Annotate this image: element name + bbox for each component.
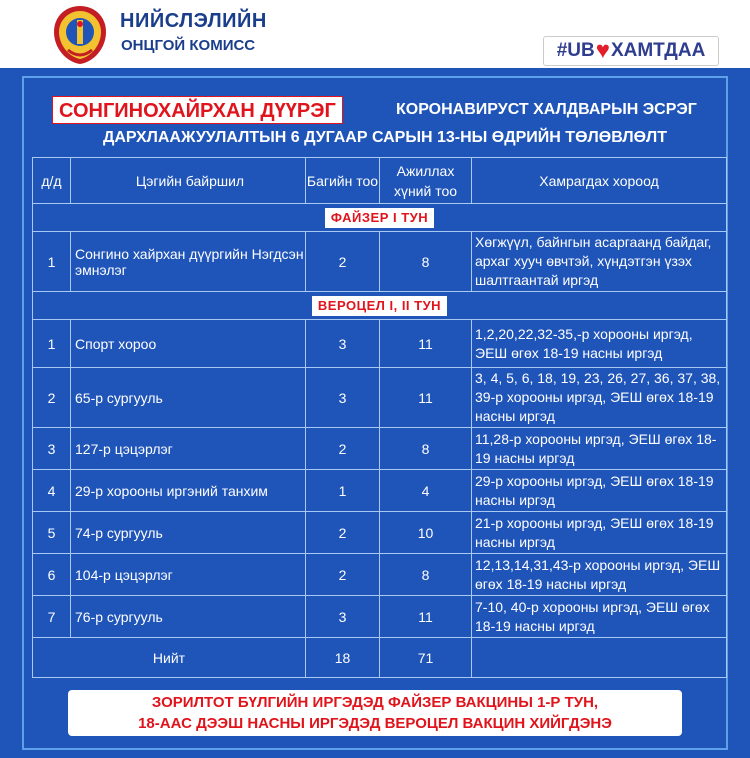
hashtag-suffix: ХАМТДАА [610, 40, 706, 61]
table-row [33, 512, 727, 554]
state-emblem-icon [50, 4, 110, 66]
row-staff: 10 [380, 512, 472, 554]
section-row-verocell [33, 292, 727, 320]
row-coverage: 21-р хорооны иргэд, ЭЕШ өгөх 18-19 насны иргэд [472, 512, 727, 554]
row-teams: 2 [306, 232, 380, 292]
table-row [33, 554, 727, 596]
table-row [33, 428, 727, 470]
row-location: 74-р сургууль [71, 512, 306, 554]
header-staff: Ажиллах хүний тоо [380, 158, 472, 204]
row-staff: 4 [380, 470, 472, 512]
table-row [33, 232, 727, 292]
row-teams: 1 [306, 470, 380, 512]
total-staff: 71 [380, 638, 472, 678]
vaccination-plan-table [32, 157, 727, 678]
total-coverage-empty [472, 638, 727, 678]
table-row [33, 596, 727, 638]
row-teams: 2 [306, 428, 380, 470]
campaign-hashtag [543, 36, 719, 66]
header-location: Цэгийн байршил [71, 158, 306, 204]
row-staff: 11 [380, 596, 472, 638]
row-teams: 2 [306, 554, 380, 596]
row-num: 2 [33, 368, 71, 428]
total-teams: 18 [306, 638, 380, 678]
row-location: 104-р цэцэрлэг [71, 554, 306, 596]
total-row [33, 638, 727, 678]
footer-line2: 18-ААС ДЭЭШ НАСНЫ ИРГЭДЭД ВЕРОЦЕЛ ВАКЦИН ХИЙГДЭНЭ [138, 715, 612, 732]
org-name-line2: ОНЦГОЙ КОМИСС [121, 37, 256, 54]
org-name-line1: НИЙСЛЭЛИЙН [120, 10, 267, 32]
section-label-pfizer: ФАЙЗЕР I ТУН [325, 208, 434, 228]
row-location: 127-р цэцэрлэг [71, 428, 306, 470]
hashtag-prefix: #UB [556, 40, 595, 61]
table-row [33, 368, 727, 428]
table-header-row [33, 158, 727, 204]
table-row [33, 470, 727, 512]
row-num: 6 [33, 554, 71, 596]
row-staff: 8 [380, 232, 472, 292]
title-line1: КОРОНАВИРУСТ ХАЛДВАРЫН ЭСРЭГ [396, 101, 697, 118]
row-coverage: 1,2,20,22,32-35,-р хорооны иргэд, ЭЕШ өгөх 18-19 насны иргэд [472, 320, 727, 368]
table-row [33, 320, 727, 368]
row-staff: 11 [380, 320, 472, 368]
section-label-verocell: ВЕРОЦЕЛ I, II ТУН [312, 296, 447, 316]
row-num: 1 [33, 232, 71, 292]
row-teams: 3 [306, 368, 380, 428]
row-coverage: 3, 4, 5, 6, 18, 19, 23, 26, 27, 36, 37, 38, 39-р хорооны иргэд, ЭЕШ өгөх 18-19 насны иргэд [472, 368, 727, 428]
row-location: Сонгино хайрхан дүүргийн Нэгдсэн эмнэлэг [71, 232, 306, 292]
district-title: СОНГИНОХАЙРХАН ДҮҮРЭГ [52, 96, 343, 124]
row-coverage: 7-10, 40-р хорооны иргэд, ЭЕШ өгөх 18-19 насны иргэд [472, 596, 727, 638]
row-location: 76-р сургууль [71, 596, 306, 638]
total-label: Нийт [33, 638, 306, 678]
heart-icon: ♥ [595, 37, 610, 64]
row-coverage: 11,28-р хорооны иргэд, ЭЕШ өгөх 18-19 насны иргэд [472, 428, 727, 470]
header-coverage: Хамрагдах хороод [472, 158, 727, 204]
title-line2: ДАРХЛААЖУУЛАЛТЫН 6 ДУГААР САРЫН 13-НЫ ӨДРИЙН ТӨЛӨВЛӨЛТ [102, 129, 668, 146]
row-teams: 2 [306, 512, 380, 554]
row-location: Спорт хороо [71, 320, 306, 368]
row-location: 29-р хорооны иргэний танхим [71, 470, 306, 512]
row-teams: 3 [306, 596, 380, 638]
row-num: 1 [33, 320, 71, 368]
header-teams: Багийн тоо [306, 158, 380, 204]
row-coverage: 29-р хорооны иргэд, ЭЕШ өгөх 18-19 насны иргэд [472, 470, 727, 512]
row-num: 7 [33, 596, 71, 638]
row-staff: 11 [380, 368, 472, 428]
row-staff: 8 [380, 428, 472, 470]
footer-line1: ЗОРИЛТОТ БҮЛГИЙН ИРГЭДЭД ФАЙЗЕР ВАКЦИНЫ 1-Р ТУН, [151, 694, 599, 711]
row-num: 3 [33, 428, 71, 470]
header [0, 0, 750, 68]
row-num: 4 [33, 470, 71, 512]
footer-banner [68, 690, 682, 736]
row-coverage: 12,13,14,31,43-р хорооны иргэд, ЭЕШ өгөх 18-19 насны иргэд [472, 554, 727, 596]
row-location: 65-р сургууль [71, 368, 306, 428]
row-staff: 8 [380, 554, 472, 596]
row-teams: 3 [306, 320, 380, 368]
row-num: 5 [33, 512, 71, 554]
section-row-pfizer [33, 204, 727, 232]
row-coverage: Хөгжүүл, байнгын асаргаанд байдаг, архаг хууч өвчтэй, хүндэтгэн үзэх шалтгаантай иргэд [472, 232, 727, 292]
header-num: д/д [33, 158, 71, 204]
